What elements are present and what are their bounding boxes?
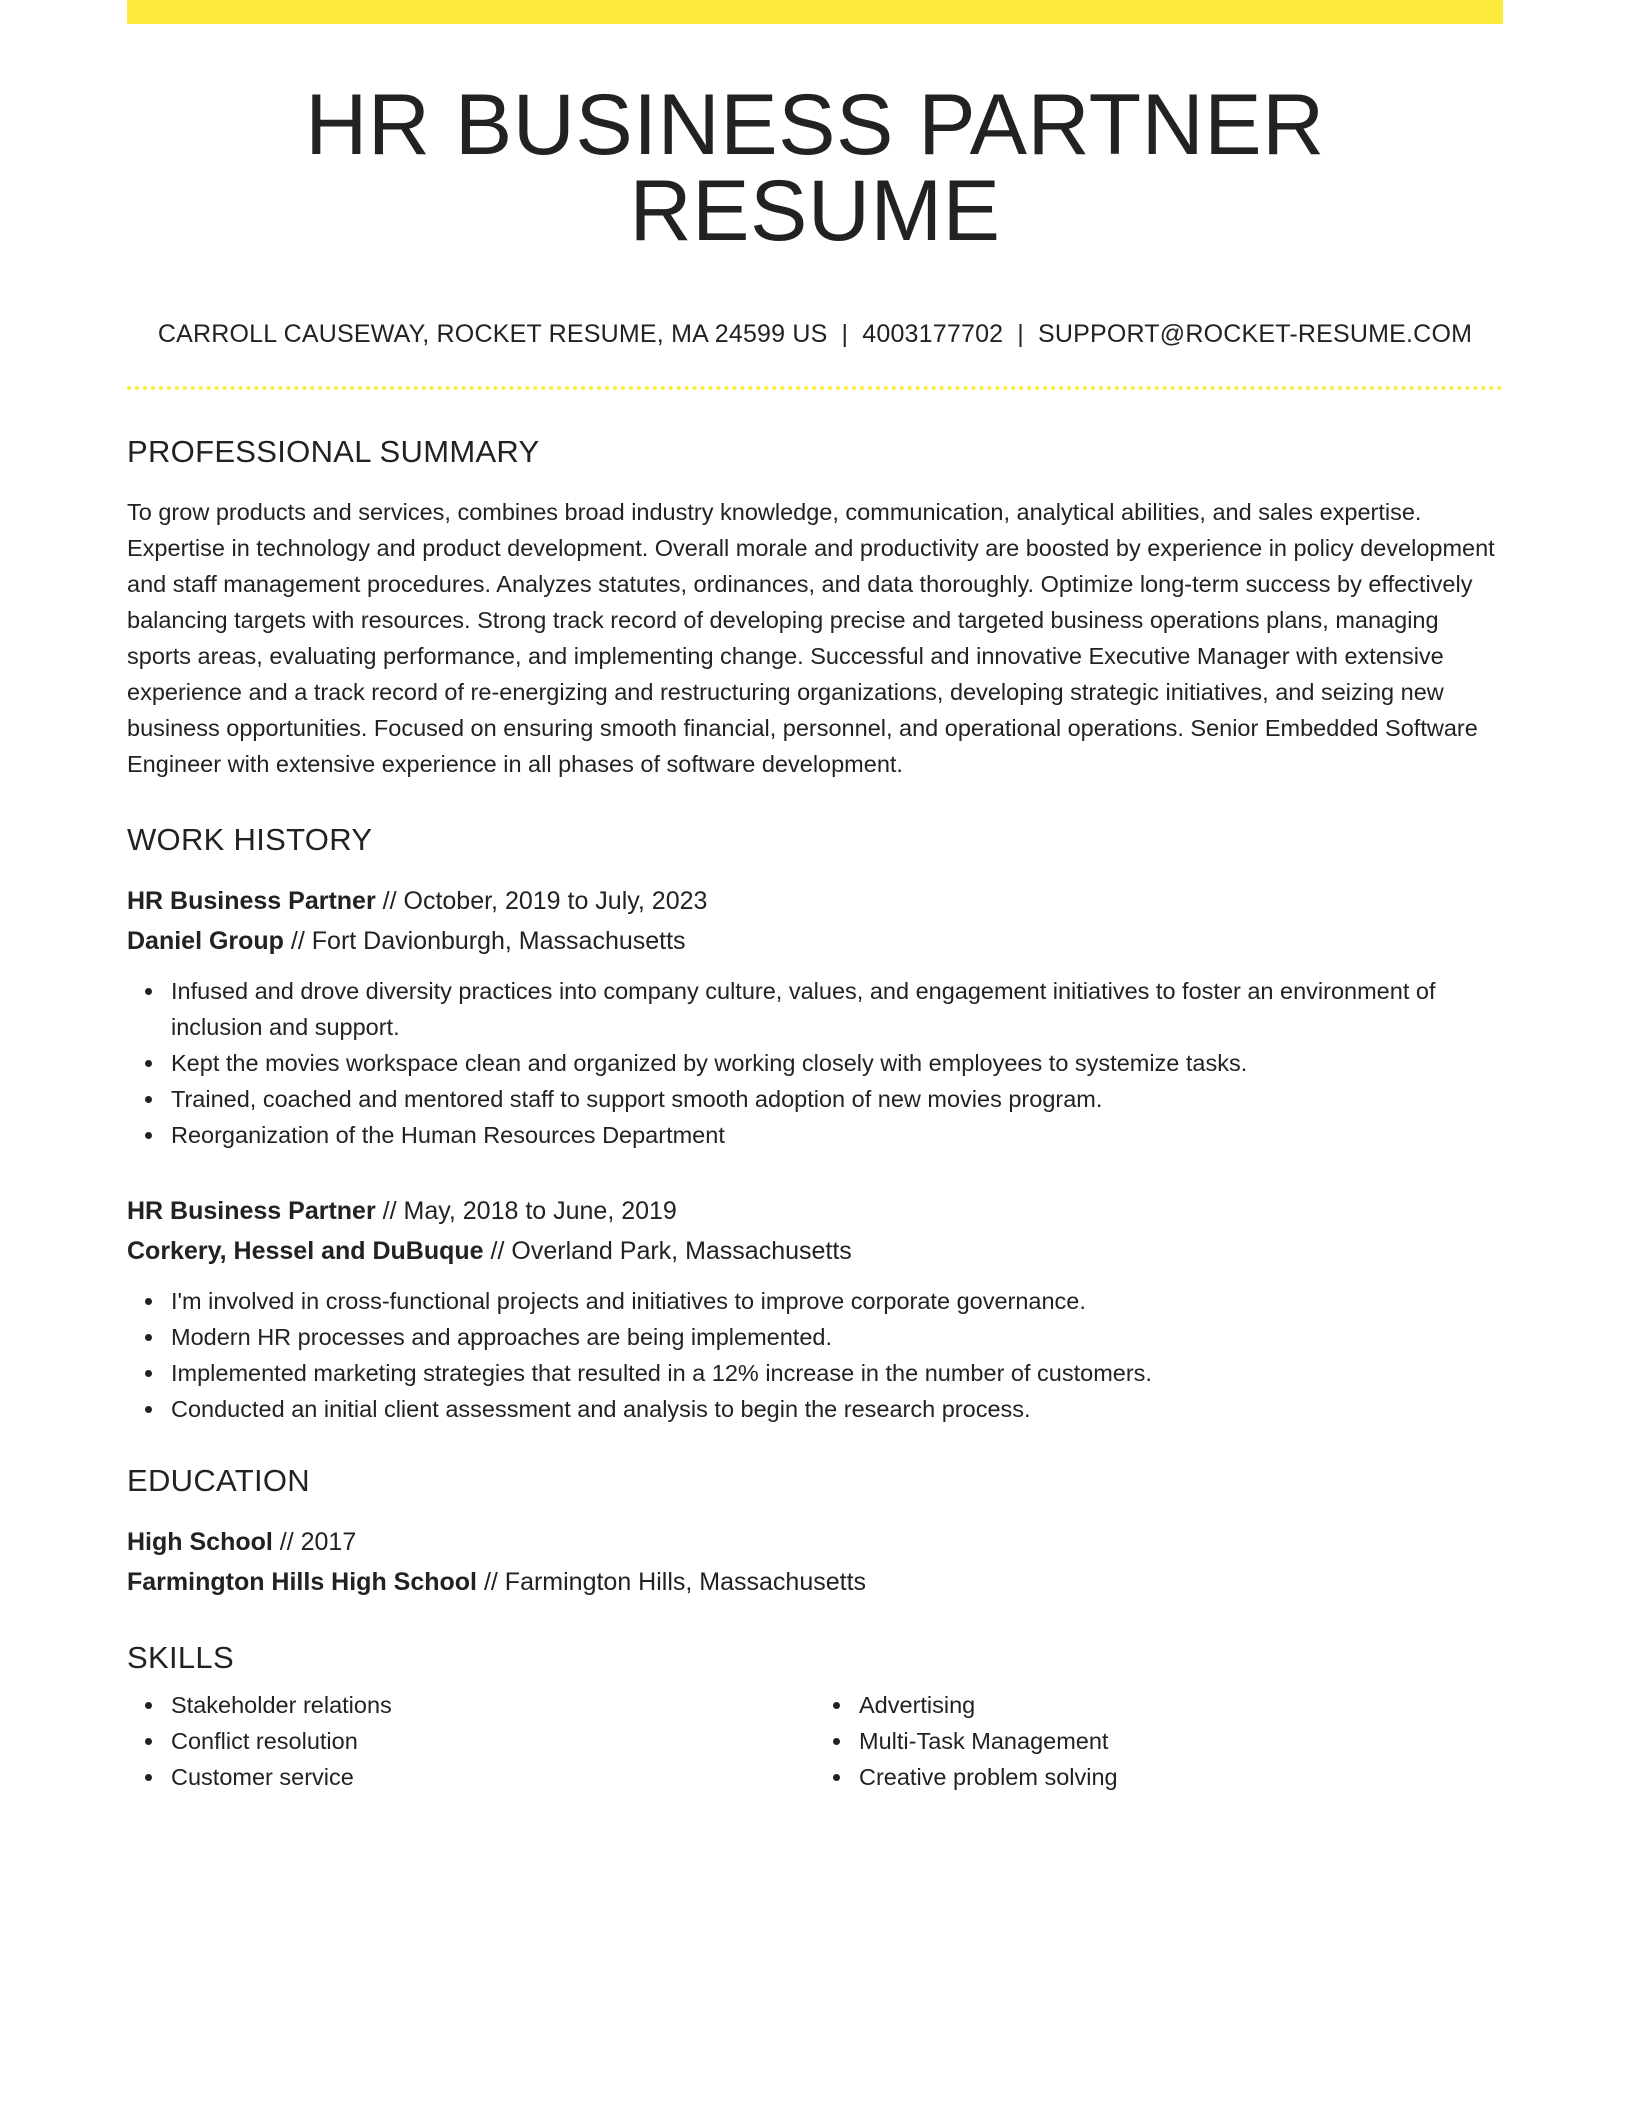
job-location: Overland Park, Massachusetts: [511, 1237, 852, 1265]
job-separator: //: [483, 1237, 512, 1265]
list-item: Implemented marketing strategies that resulted in a 12% increase in the number of customers.: [171, 1355, 1503, 1391]
job-bullets: [127, 973, 1503, 1153]
resume-title: HR BUSINESS PARTNER RESUME: [305, 77, 1325, 259]
list-item: Modern HR processes and approaches are being implemented.: [171, 1319, 1503, 1355]
list-item: Infused and drove diversity practices into company culture, values, and engagement initiatives to foster an environment of inclusion and support.: [171, 973, 1503, 1045]
work-history-heading: WORK HISTORY: [127, 822, 373, 857]
skills-columns: [127, 1687, 1503, 1795]
job-role: HR Business Partner: [127, 1197, 376, 1225]
contact-phone: 4003177702: [862, 320, 1004, 348]
education-heading: EDUCATION: [127, 1463, 310, 1498]
list-item: I'm involved in cross-functional projects and initiatives to improve corporate governance.: [171, 1283, 1503, 1319]
education-school: Farmington Hills High School: [127, 1568, 477, 1596]
skills-list: [815, 1687, 1503, 1795]
skills-list: [127, 1687, 815, 1795]
education-school-line: [127, 1562, 1503, 1602]
education-year: 2017: [300, 1528, 357, 1556]
education-degree-line: [127, 1522, 1503, 1562]
skill-item: Multi-Task Management: [859, 1723, 1503, 1759]
job-role: HR Business Partner: [127, 887, 376, 915]
skills-heading: SKILLS: [127, 1640, 234, 1675]
skill-item: Advertising: [859, 1687, 1503, 1723]
education-entry: [127, 1522, 1503, 1602]
list-item: Kept the movies workspace clean and organized by working closely with employees to systemize tasks.: [171, 1045, 1503, 1081]
job-bullets: [127, 1283, 1503, 1427]
skill-item: Conflict resolution: [171, 1723, 815, 1759]
job-separator: //: [283, 927, 312, 955]
skill-item: Customer service: [171, 1759, 815, 1795]
job-role-line: [127, 1191, 1503, 1231]
contact-separator: |: [841, 320, 849, 348]
skills-column-left: [127, 1687, 815, 1795]
skill-item: Creative problem solving: [859, 1759, 1503, 1795]
job-company-line: [127, 1231, 1503, 1271]
contact-separator: |: [1017, 320, 1024, 348]
job-dates: May, 2018 to June, 2019: [403, 1197, 677, 1225]
education-degree: High School: [127, 1528, 273, 1556]
education-separator: //: [477, 1568, 505, 1596]
skill-item: Stakeholder relations: [171, 1687, 815, 1723]
list-item: Reorganization of the Human Resources Department: [171, 1117, 1503, 1153]
list-item: Trained, coached and mentored staff to support smooth adoption of new movies program.: [171, 1081, 1503, 1117]
resume-page: [127, 0, 1503, 1795]
job-separator: //: [375, 1197, 404, 1225]
job-separator: //: [375, 887, 404, 915]
job-company: Corkery, Hessel and DuBuque: [127, 1237, 484, 1265]
list-item: Conducted an initial client assessment and analysis to begin the research process.: [171, 1391, 1503, 1427]
accent-top-bar: [127, 0, 1503, 24]
skills-column-right: [815, 1687, 1503, 1795]
contact-line: [127, 322, 1503, 347]
contact-email: SUPPORT@ROCKET-RESUME.COM: [1037, 320, 1473, 348]
job-location: Fort Davionburgh, Massachusetts: [311, 927, 686, 955]
job-entry: [127, 881, 1503, 1153]
summary-text: To grow products and services, combines broad industry knowledge, communication, analytical abilities, and sales expertise. Expertise in technology and product development. Overall morale and productivity are boosted by experience in policy development and staff management procedures. Analyzes statutes, ordinances, and data thoroughly. Optimize long-term success by effectively balancing targets with resources. Strong track record of developing precise and targeted business operations plans, managing sports areas, evaluating performance, and implementing change. Successful and innovative Executive Manager with extensive experience and a track record of re-energizing and restructuring organizations, developing strategic initiatives, and seizing new business opportunities. Focused on ensuring smooth financial, personnel, and operational operations. Senior Embedded Software Engineer with extensive experience in all phases of software development.: [127, 499, 1495, 777]
job-entry: [127, 1191, 1503, 1427]
job-company-line: [127, 921, 1503, 961]
education-location: Farmington Hills, Massachusetts: [504, 1568, 867, 1596]
summary-heading: PROFESSIONAL SUMMARY: [127, 434, 540, 469]
job-dates: October, 2019 to July, 2023: [403, 887, 708, 915]
job-role-line: [127, 881, 1503, 921]
dotted-divider: [127, 386, 1503, 390]
job-company: Daniel Group: [127, 927, 284, 955]
contact-address: CARROLL CAUSEWAY, ROCKET RESUME, MA 24599 US: [157, 320, 828, 348]
education-separator: //: [272, 1528, 301, 1556]
